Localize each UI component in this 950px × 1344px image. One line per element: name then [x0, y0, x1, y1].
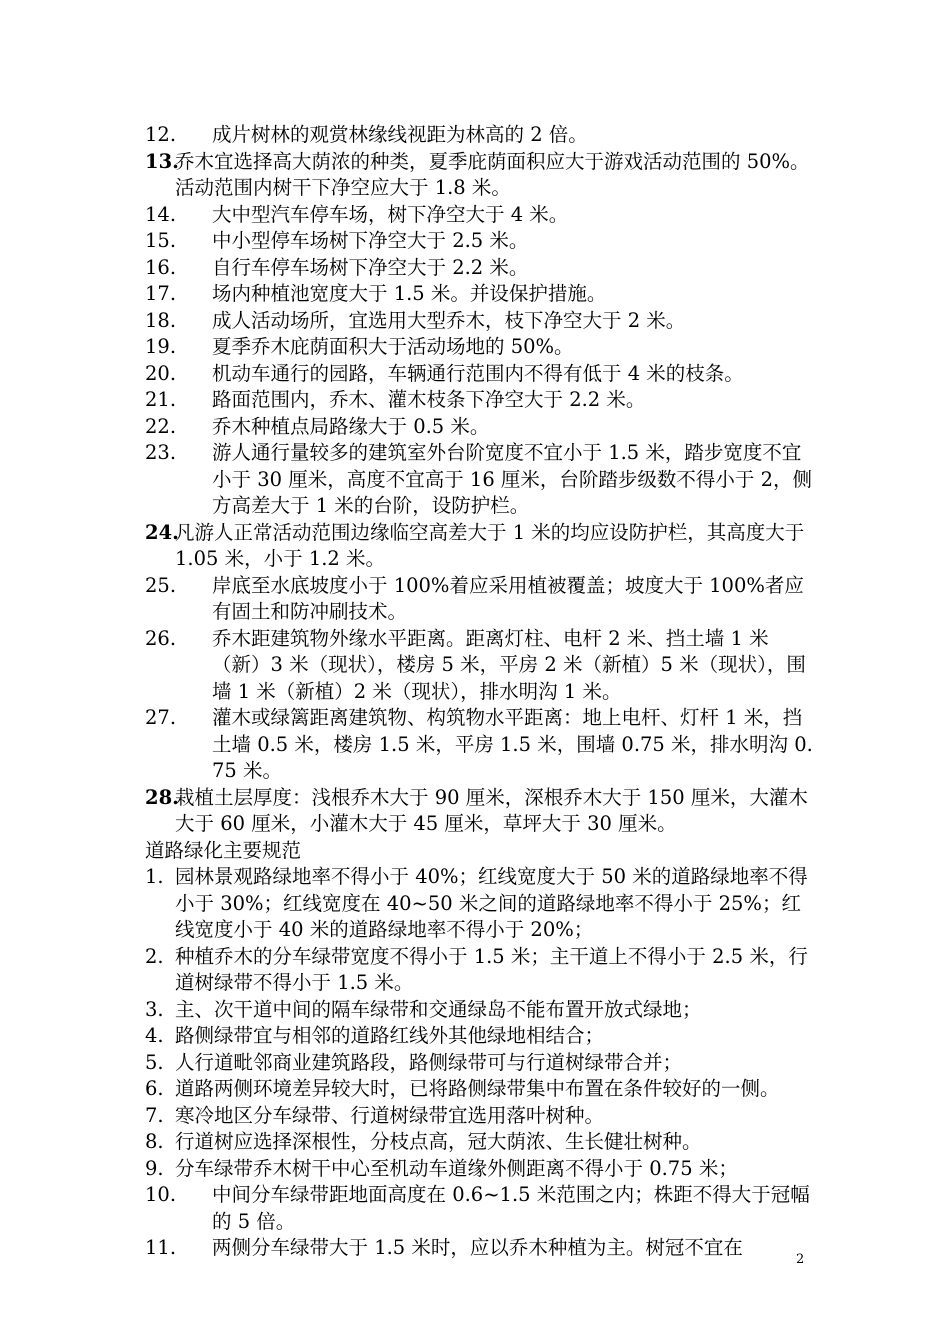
item-text: 凡游人正常活动范围边缘临空高差大于 1 米的均应设防护栏，其高度大于 1.05 米，小于 1.2 米。	[175, 520, 805, 570]
list-item	[145, 308, 815, 335]
item-text: 成片树林的观赏林缘线视距为林高的 2 倍。	[212, 123, 588, 146]
item-text: 中小型停车场树下净空大于 2.5 米。	[212, 229, 529, 252]
list-item	[145, 255, 815, 282]
list-item	[145, 520, 815, 573]
list-item	[145, 1050, 815, 1077]
item-number: 27.	[145, 706, 177, 729]
list-item	[145, 1129, 815, 1156]
item-number: 12.	[145, 123, 177, 146]
item-text: 乔木宜选择高大荫浓的种类，夏季庇荫面积应大于游戏活动范围的 50%。活动范围内树干下净空应大于 1.8 米。	[175, 149, 810, 199]
item-text: 大中型汽车停车场，树下净空大于 4 米。	[212, 202, 569, 226]
document-body	[145, 122, 815, 1262]
item-text: 岸底至水底坡度小于 100%着应采用植被覆盖；坡度大于 100%者应有固土和防冲刷技术。	[212, 573, 804, 623]
list-item	[145, 1103, 815, 1130]
list-item	[145, 864, 815, 944]
item-number: 22.	[145, 414, 177, 438]
road-greening-rules-list	[145, 864, 815, 1262]
list-item	[145, 440, 815, 520]
item-number: 21.	[145, 388, 177, 411]
list-item	[145, 626, 815, 706]
item-text: 寒冷地区分车绿带、行道树绿带宜选用落叶树种。	[175, 1103, 605, 1127]
item-text: 栽植土层厚度：浅根乔木大于 90 厘米，深根乔木大于 150 厘米，大灌木大于 60 厘米，小灌木大于 45 厘米，草坪大于 30 厘米。	[175, 785, 808, 835]
item-text: 夏季乔木庇荫面积大于活动场地的 50%。	[212, 335, 574, 358]
item-text: 行道树应选择深根性，分枝点高，冠大荫浓、生长健壮树种。	[175, 1130, 702, 1153]
item-number: 16.	[145, 255, 177, 279]
list-item	[145, 387, 815, 414]
item-number: 15.	[145, 229, 177, 252]
item-text: 乔木距建筑物外缘水平距离。距离灯柱、电杆 2 米、挡土墙 1 米（新）3 米（现状），楼房 5 米，平房 2 米（新植）5 米（现状），围墙 1 米（新植）2 米（现状），排水明沟 1 米。	[212, 626, 806, 703]
page-number: 2	[796, 1252, 805, 1267]
item-number: 1.	[145, 865, 164, 888]
item-number: 17.	[145, 282, 177, 305]
item-text: 道路两侧环境差异较大时，已将路侧绿带集中布置在条件较好的一侧。	[175, 1077, 780, 1100]
item-number: 4.	[145, 1024, 164, 1047]
item-number: 9.	[145, 1156, 164, 1180]
list-item	[145, 334, 815, 361]
item-text: 中间分车绿带距地面高度在 0.6~1.5 米范围之内；株距不得大于冠幅的 5 倍。	[212, 1183, 810, 1233]
list-item	[145, 944, 815, 997]
item-text: 园林景观路绿地率不得小于 40%；红线宽度大于 50 米的道路绿地率不得小于 30%；红线宽度在 40~50 米之间的道路绿地率不得小于 25%；红线宽度小于 40 米的道路绿地率不得小于 20%；	[175, 865, 808, 941]
list-item	[145, 1076, 815, 1103]
item-text: 乔木种植点局路缘大于 0.5 米。	[212, 414, 490, 438]
item-text: 机动车通行的园路，车辆通行范围内不得有低于 4 米的枝条。	[212, 361, 744, 385]
item-text: 游人通行量较多的建筑室外台阶宽度不宜小于 1.5 米，踏步宽度不宜小于 30 厘米，高度不宜高于 16 厘米，台阶踏步级数不得小于 2，侧方高差大于 1 米的台阶，设防护栏。	[212, 441, 813, 517]
list-item	[145, 361, 815, 388]
item-text: 种植乔木的分车绿带宽度不得小于 1.5 米；主干道上不得小于 2.5 米，行道树绿带不得小于 1.5 米。	[175, 944, 808, 994]
item-number: 2.	[145, 944, 164, 968]
item-number: 14.	[145, 202, 177, 226]
item-number: 18.	[145, 308, 177, 332]
list-item	[145, 122, 815, 149]
item-text: 灌木或绿篱距离建筑物、构筑物水平距离：地上电杆、灯杆 1 米，挡土墙 0.5 米，楼房 1.5 米，平房 1.5 米，围墙 0.75 米，排水明沟 0.75 米。	[212, 706, 813, 782]
item-text: 两侧分车绿带大于 1.5 米时，应以乔木种植为主。树冠不宜在	[212, 1236, 743, 1259]
list-item	[145, 228, 815, 255]
list-item	[145, 281, 815, 308]
item-number: 3.	[145, 997, 164, 1021]
item-number: 11.	[145, 1236, 177, 1259]
item-text: 场内种植池宽度大于 1.5 米。并设保护措施。	[212, 282, 607, 305]
item-text: 成人活动场所，宜选用大型乔木，枝下净空大于 2 米。	[212, 308, 686, 332]
list-item	[145, 414, 815, 441]
list-item	[145, 785, 815, 838]
item-number: 19.	[145, 335, 177, 358]
list-item	[145, 1235, 815, 1262]
item-number: 7.	[145, 1103, 164, 1127]
item-text: 人行道毗邻商业建筑路段，路侧绿带可与行道树绿带合并；	[175, 1050, 683, 1074]
list-item	[145, 1023, 815, 1050]
item-number: 24.	[145, 520, 179, 544]
item-number: 5.	[145, 1050, 164, 1074]
list-item	[145, 202, 815, 229]
item-text: 自行车停车场树下净空大于 2.2 米。	[212, 255, 529, 279]
item-number: 20.	[145, 361, 177, 385]
item-text: 分车绿带乔木树干中心至机动车道缘外侧距离不得小于 0.75 米；	[175, 1156, 738, 1180]
list-item	[145, 997, 815, 1024]
list-item	[145, 573, 815, 626]
list-item	[145, 705, 815, 785]
planting-rules-list	[145, 122, 815, 838]
item-number: 8.	[145, 1130, 164, 1153]
item-text: 主、次干道中间的隔车绿带和交通绿岛不能布置开放式绿地；	[175, 997, 702, 1021]
list-item	[145, 1182, 815, 1235]
item-number: 6.	[145, 1077, 164, 1100]
item-number: 28.	[145, 785, 179, 809]
item-text: 路面范围内，乔木、灌木枝条下净空大于 2.2 米。	[212, 388, 646, 411]
list-item	[145, 149, 815, 202]
item-number: 23.	[145, 441, 177, 464]
item-number: 26.	[145, 626, 177, 650]
item-number: 10.	[145, 1183, 177, 1206]
item-text: 路侧绿带宜与相邻的道路红线外其他绿地相结合；	[175, 1024, 605, 1047]
list-item	[145, 1156, 815, 1183]
section-heading: 道路绿化主要规范	[145, 838, 302, 862]
item-number: 13.	[145, 149, 179, 173]
item-number: 25.	[145, 573, 177, 597]
